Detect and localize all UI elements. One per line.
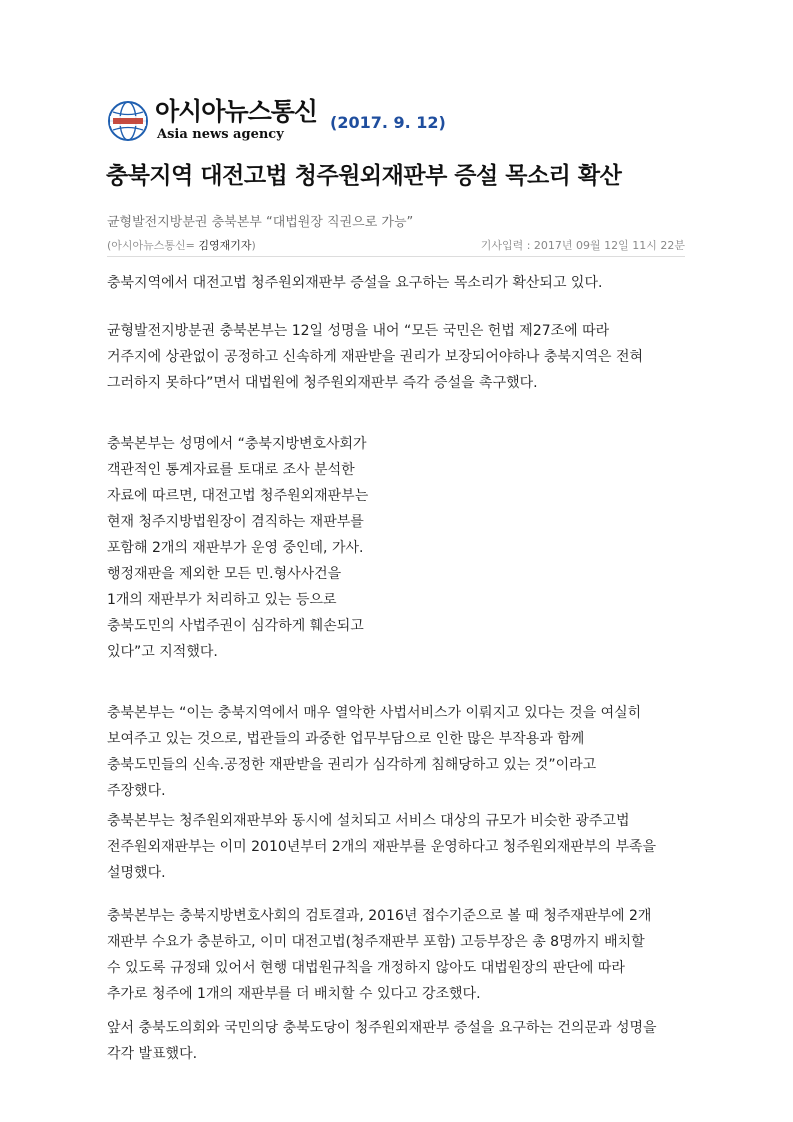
article-paragraph-5: 충북본부는 청주원외재판부와 동시에 설치되고 서비스 대상의 규모가 비슷한 광주고법 전주원외재판부는 이미 2010년부터 2개의 재판부를 운영하다고 청주원외재판부의 부족을 설명했다. bbox=[107, 813, 657, 881]
publication-date: (2017. 9. 12) bbox=[330, 113, 446, 132]
asia-news-agency-logo bbox=[107, 98, 327, 146]
reporter-name: 김영재기자 bbox=[198, 239, 252, 252]
article-paragraph-7: 앞서 충북도의회와 국민의당 충북도당이 청주원외재판부 증설을 요구하는 건의문과 성명을 각각 발표했다. bbox=[107, 1020, 657, 1062]
byline-suffix: ) bbox=[251, 239, 256, 252]
article-paragraph-3: 충북본부는 성명에서 “충북지방변호사회가 객관적인 통계자료를 토대로 조사 분석한 자료에 따르면, 대전고법 청주원외재판부는 현재 청주지방법원장이 겸직하는 재판부를 포함해 2개의 재판부가 운영 중인데, 가사.행정재판을 제외한 모든 민.형사사건을 1개의 재판부가 처리하고 있는 등으로 충북도민의 사법주권이 심각하게 훼손되고 있다”고 지적했다. bbox=[107, 436, 369, 660]
article-paragraph-1: 충북지역에서 대전고법 청주원외재판부 증설을 요구하는 목소리가 확산되고 있다. bbox=[107, 275, 603, 291]
logo-korean-text: 아시아뉴스통신 bbox=[155, 97, 318, 126]
article-paragraph-2: 균형발전지방분권 충북본부는 12일 성명을 내어 “모든 국민은 헌법 제27조에 따라 거주지에 상관없이 공정하고 신속하게 재판받을 권리가 보장되어야하나 충북지역은 전혀 그러하지 못하다”면서 대법원에 청주원외재판부 즉각 증설을 촉구했다. bbox=[107, 323, 643, 391]
byline-prefix: (아시아뉴스통신= bbox=[107, 239, 195, 252]
logo-english-text: Asia news agency bbox=[157, 127, 284, 142]
article-timestamp: 기사입력 : 2017년 09월 12일 11시 22분 bbox=[480, 239, 685, 252]
header-divider bbox=[107, 256, 685, 257]
article-paragraph-6: 충북본부는 충북지방변호사회의 검토결과, 2016년 접수기준으로 볼 때 청주재판부에 2개 재판부 수요가 충분하고, 이미 대전고법(청주재판부 포함) 고등부장은 총 8명까지 배치할 수 있도록 규정돼 있어서 현행 대법원규칙을 개정하지 않아도 대법원장의 판단에 따라 추가로 청주에 1개의 재판부를 더 배치할 수 있다고 강조했다. bbox=[107, 908, 652, 1002]
article-byline bbox=[107, 239, 256, 253]
globe-icon bbox=[107, 100, 149, 142]
article-headline: 충북지역 대전고법 청주원외재판부 증설 목소리 확산 bbox=[106, 163, 622, 189]
article-paragraph-4: 충북본부는 “이는 충북지역에서 매우 열악한 사법서비스가 이뤄지고 있다는 것을 여실히 보여주고 있는 것으로, 법관들의 과중한 업무부담으로 인한 많은 부작용과 함께 충북도민들의 신속.공정한 재판받을 권리가 심각하게 침해당하고 있는 것”이라고 주장했다. bbox=[107, 705, 642, 799]
article-subheadline: 균형발전지방분권 충북본부 “대법원장 직권으로 가능” bbox=[107, 215, 414, 230]
